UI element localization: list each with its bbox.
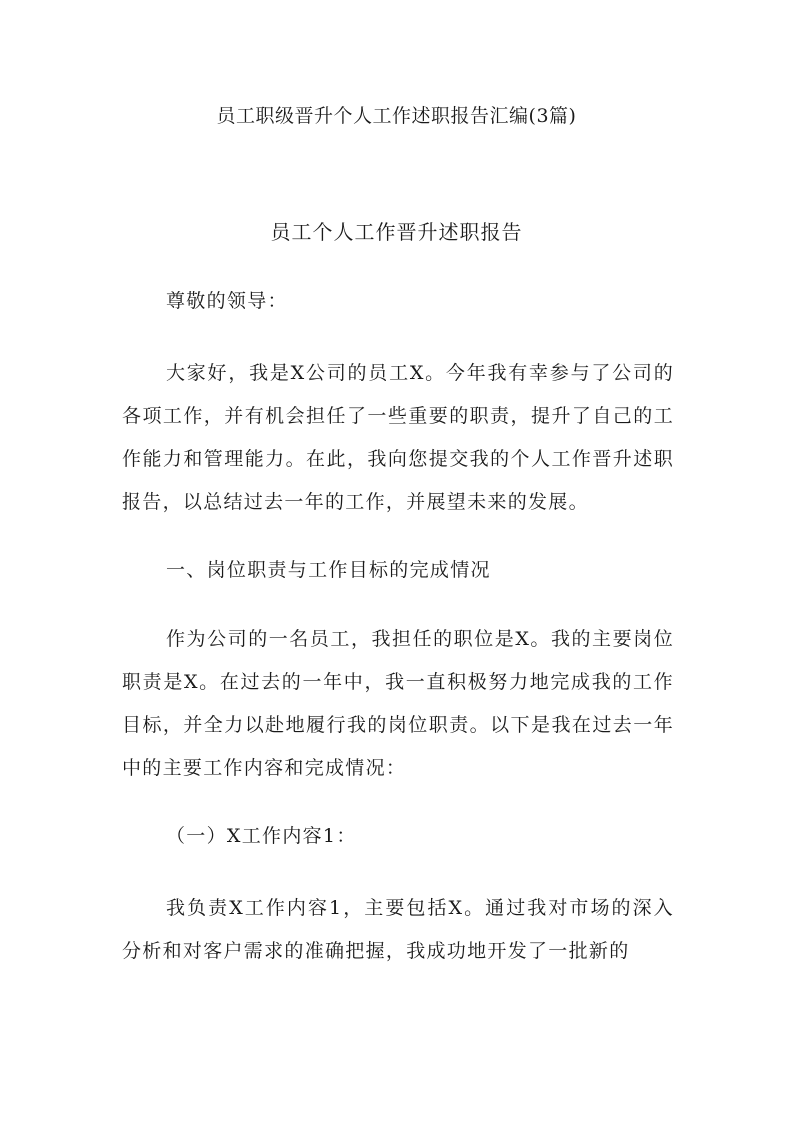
item-1-heading: （一）X工作内容1：: [166, 825, 357, 847]
section-1-body: 作为公司的一名员工，我担任的职位是X。我的主要岗位职责是X。在过去的一年中，我一直积极努力地完成我的工作目标，并全力以赴地履行我的岗位职责。以下是我在过去一年中的主要工作内容和完成情况：: [122, 628, 674, 779]
item-1-body: 我负责X工作内容1，主要包括X。通过我对市场的深入分析和对客户需求的准确把握，我成功地开发了一批新的: [122, 897, 674, 962]
report-subtitle: 员工个人工作晋升述职报告: [270, 220, 523, 244]
salutation: 尊敬的领导：: [166, 290, 288, 312]
section-1-heading: 一、岗位职责与工作目标的完成情况: [166, 559, 491, 581]
document-title: 员工职级晋升个人工作述职报告汇编(3篇): [216, 105, 577, 127]
intro-paragraph: 大家好，我是X公司的员工X。今年我有幸参与了公司的各项工作，并有机会担任了一些重要的职责，提升了自己的工作能力和管理能力。在此，我向您提交我的个人工作晋升述职报告，以总结过去一年的工作，并展望未来的发展。: [122, 362, 674, 513]
